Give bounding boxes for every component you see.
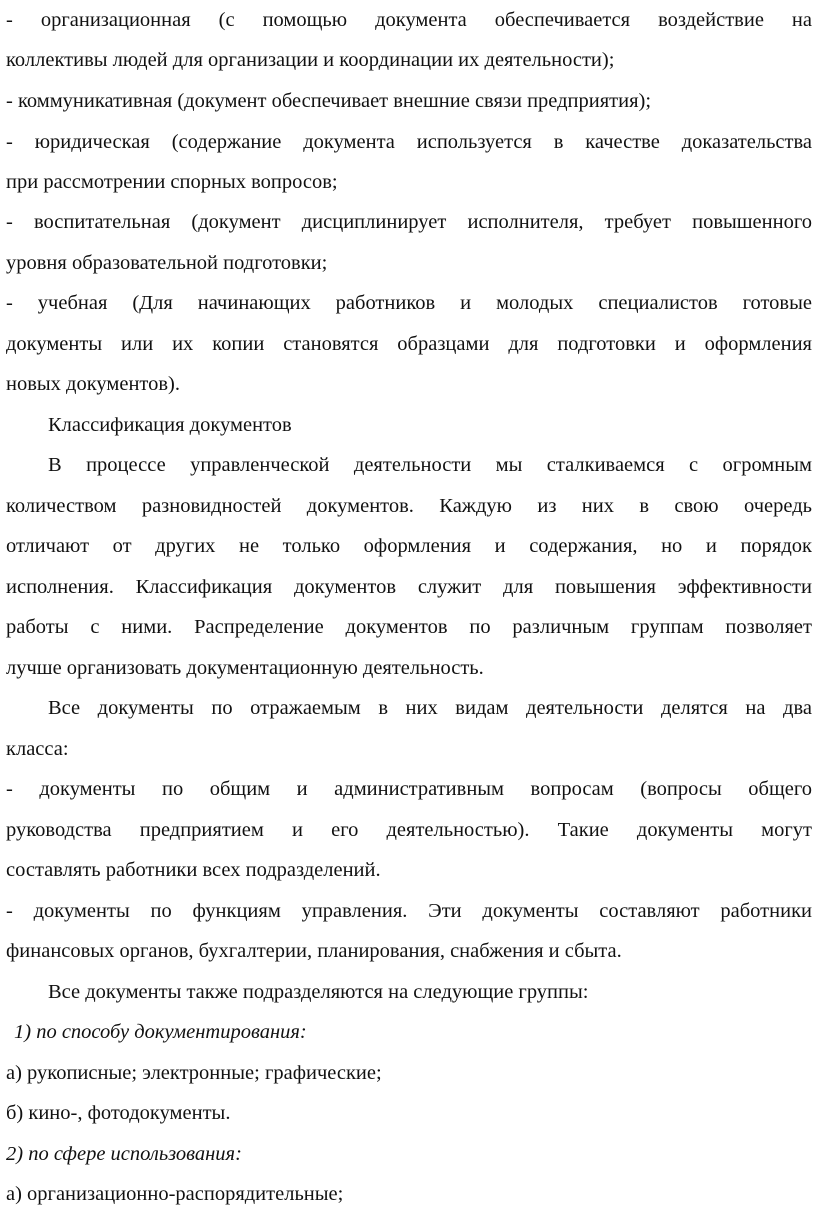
text-line: Все документы также подразделяются на следующие группы:	[48, 981, 589, 1003]
text-line: документы или их копии становятся образцами для подготовки и оформления	[6, 333, 812, 355]
text-line: новых документов).	[6, 373, 180, 395]
list-item: б) кино-, фотодокументы.	[6, 1102, 231, 1124]
text-line: - юридическая (содержание документа используется в качестве доказательства	[6, 131, 812, 153]
text-line: коллективы людей для организации и координации их деятельности);	[6, 49, 615, 71]
text-line: работы с ними. Распределение документов по различным группам позволяет	[6, 616, 812, 638]
text-line: - документы по функциям управления. Эти документы составляют работники	[6, 900, 812, 922]
text-line: при рассмотрении спорных вопросов;	[6, 171, 338, 193]
text-line: финансовых органов, бухгалтерии, планирования, снабжения и сбыта.	[6, 940, 622, 962]
text-line: руководства предприятием и его деятельностью). Такие документы могут	[6, 819, 812, 841]
text-line: составлять работники всех подразделений.	[6, 859, 381, 881]
list-heading: 2) по сфере использования:	[6, 1143, 242, 1165]
text-line: Все документы по отражаемым в них видам деятельности делятся на два	[48, 697, 812, 719]
text-line: уровня образовательной подготовки;	[6, 252, 328, 274]
text-line: В процессе управленческой деятельности мы сталкиваемся с огромным	[48, 454, 812, 476]
section-heading: Классификация документов	[48, 414, 292, 436]
text-line: - организационная (с помощью документа обеспечивается воздействие на	[6, 9, 812, 31]
text-line: количеством разновидностей документов. Каждую из них в свою очередь	[6, 495, 812, 517]
list-item: а) организационно-распорядительные;	[6, 1183, 344, 1205]
text-line: - коммуникативная (документ обеспечивает внешние связи предприятия);	[6, 90, 652, 112]
text-line: - воспитательная (документ дисциплинирует исполнителя, требует повышенного	[6, 211, 812, 233]
list-item: а) рукописные; электронные; графические;	[6, 1062, 382, 1084]
text-line: отличают от других не только оформления и содержания, но и порядок	[6, 535, 812, 557]
text-line: - документы по общим и административным вопросам (вопросы общего	[6, 778, 812, 800]
text-line: - учебная (Для начинающих работников и молодых специалистов готовые	[6, 292, 812, 314]
text-line: лучше организовать документационную деятельность.	[6, 657, 484, 679]
text-line: класса:	[6, 738, 69, 760]
text-line: исполнения. Классификация документов служит для повышения эффективности	[6, 576, 812, 598]
list-heading: 1) по способу документирования:	[14, 1021, 307, 1043]
